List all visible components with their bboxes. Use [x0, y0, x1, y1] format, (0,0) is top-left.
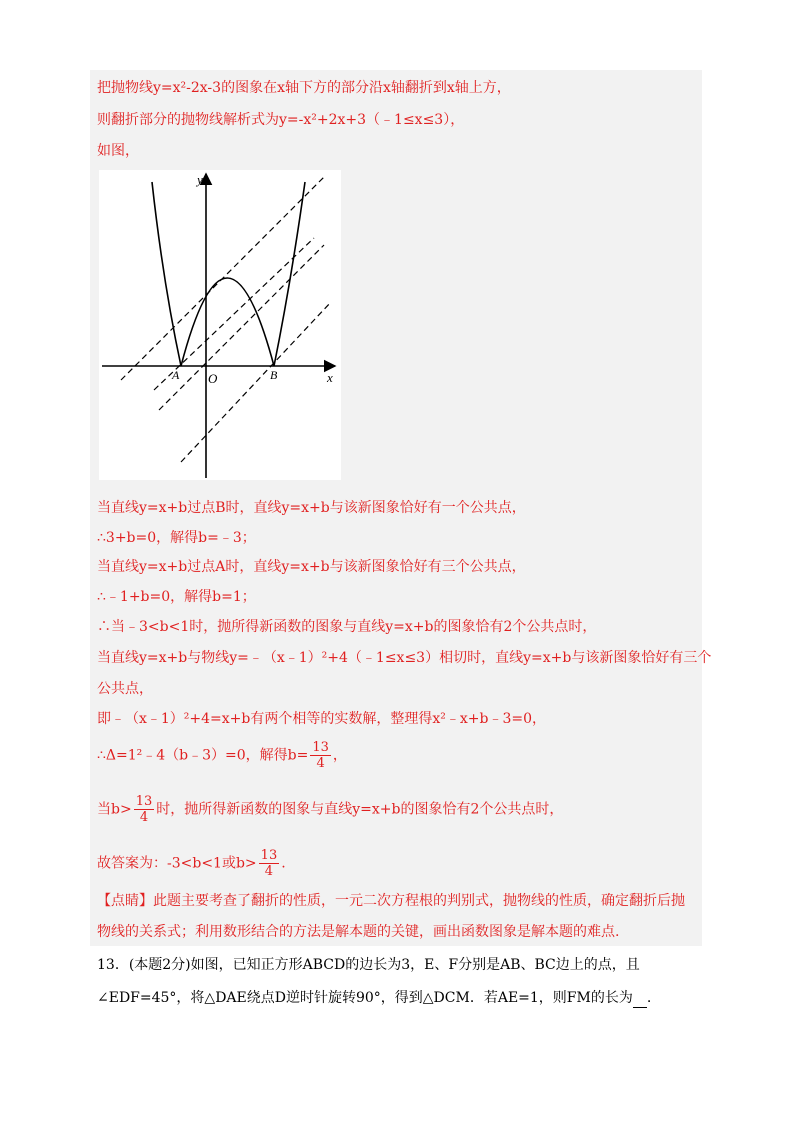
dashed-line-b-1 — [121, 177, 324, 380]
origin-label: O — [208, 371, 218, 386]
solution-line-7: ∴﹣1+b=0，解得b=1； — [97, 589, 256, 605]
graph-svg — [99, 170, 341, 480]
discriminant-end: ， — [332, 747, 347, 764]
fraction-13-4 — [310, 740, 331, 771]
discriminant-text: ∴Δ=1²﹣4（b﹣3）=0，解得b= — [97, 747, 309, 764]
comment-line-2: 物线的关系式；利用数形结合的方法是解本题的关键，画出函数图象是解本题的难点. — [97, 924, 620, 940]
answer-line — [97, 848, 286, 879]
solution-line-8: ∴当﹣3<b<1时，抛所得新函数的图象与直线y=x+b的图象恰有2个公共点时， — [97, 619, 597, 635]
parabola-right-branch — [274, 182, 305, 366]
fraction-13-4 — [259, 848, 280, 879]
dashed-line-b-minus-3 — [181, 302, 331, 462]
fraction-13-4 — [134, 794, 155, 825]
solution-line-12 — [97, 740, 347, 771]
answer-prefix: 故答案为：-3<b<1或b> — [97, 855, 257, 872]
solution-line-10: 公共点， — [97, 681, 153, 697]
parabola-folded-arc — [181, 278, 274, 366]
solution-line-4: 当直线y=x+b过点B时，直线y=x+b与该新图象恰好有一个公共点， — [97, 500, 526, 516]
comment-line-1: 【点睛】此题主要考查了翻折的性质，一元二次方程根的判别式，抛物线的性质，确定翻折后抛 — [97, 893, 685, 909]
fraction-denominator: 4 — [264, 864, 274, 879]
question-13-line-2 — [97, 988, 651, 1008]
solution-line-1: 把抛物线y=x²-2x-3的图象在x轴下方的部分沿x轴翻折到x轴上方， — [97, 80, 511, 96]
fraction-numerator: 13 — [260, 848, 278, 863]
axis-x-label: x — [327, 370, 333, 385]
answer-blank[interactable] — [633, 993, 647, 1008]
function-graph — [99, 170, 341, 480]
parabola-left-branch — [152, 182, 181, 366]
question-13-text: ∠EDF=45°，将△DAE绕点D逆时针旋转90°，得到△DCM．若AE=1，则FM的长为 — [97, 990, 633, 1006]
fraction-denominator: 4 — [139, 810, 149, 825]
solution-line-13 — [97, 794, 563, 825]
solution-line-2: 则翻折部分的抛物线解析式为y=-x²+2x+3（﹣1≤x≤3）， — [97, 112, 465, 128]
fraction-denominator: 4 — [316, 756, 325, 771]
fraction-numerator: 13 — [135, 794, 153, 809]
point-a-label: A — [172, 368, 180, 382]
question-13-line-1: 13．(本题2分)如图，已知正方形ABCD的边长为3，E、F分别是AB、BC边上的点，且 — [97, 957, 640, 973]
solution-line-11: 即﹣（x﹣1）²+4=x+b有两个相等的实数解，整理得x²﹣x+b﹣3=0， — [97, 711, 547, 727]
condition-prefix: 当b> — [97, 801, 132, 818]
solution-line-9: 当直线y=x+b与物线y=﹣（x﹣1）²+4（﹣1≤x≤3）相切时，直线y=x+b与该新图象恰好有三个 — [97, 650, 712, 666]
dashed-line-b-tangent — [159, 245, 324, 410]
condition-text: 时，抛所得新函数的图象与直线y=x+b的图象恰有2个公共点时， — [156, 801, 564, 818]
solution-line-6: 当直线y=x+b过点A时，直线y=x+b与该新图象恰好有三个公共点， — [97, 559, 526, 575]
answer-end: . — [281, 855, 286, 872]
fraction-numerator: 13 — [312, 740, 329, 755]
point-b-label: B — [270, 368, 278, 382]
question-13-end: . — [646, 990, 652, 1006]
axis-y-label: y — [197, 172, 203, 187]
solution-line-5: ∴3+b=0，解得b=﹣3； — [97, 530, 256, 546]
solution-line-3: 如图， — [97, 143, 139, 159]
